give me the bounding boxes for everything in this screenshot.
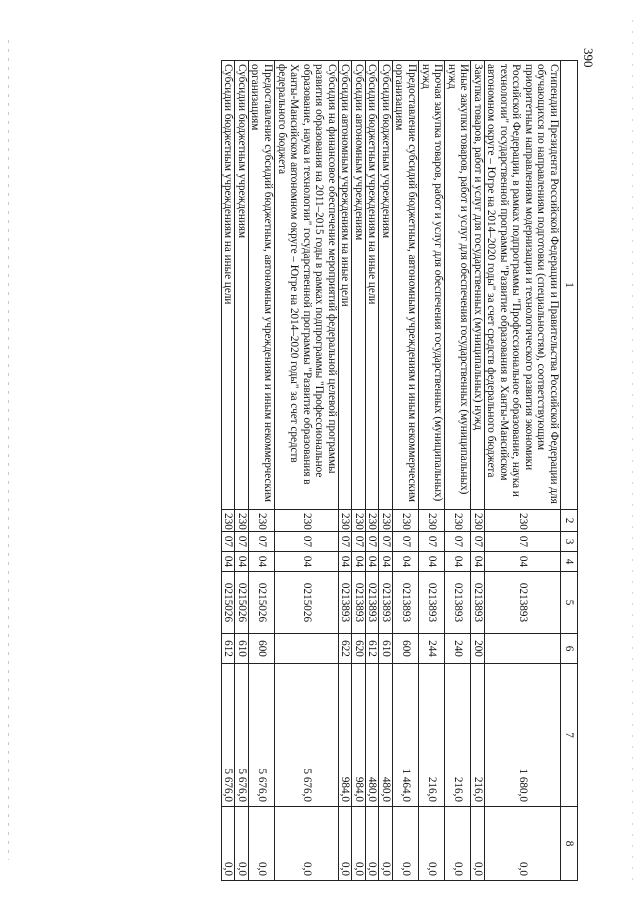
row-cell-6: 612 bbox=[365, 634, 379, 664]
row-cell-2: 230 bbox=[235, 510, 249, 532]
row-cell-6: 610 bbox=[379, 634, 393, 664]
row-cell-4: 04 bbox=[379, 552, 393, 572]
row-cell-4: 04 bbox=[418, 552, 444, 572]
row-description: Стипендии Президента Российской Федерации и Правительства Российской Федерации для обучающихся по направлениям подготовки (специальностям), соответствующим приоритетным направлениям модернизации и технологического развития экономики Российской Федерации, в рамках подпрограммы "Профессиональное образование, наука и технологии" государственной программы "Развитие образования в Ханты-Мансийском автономном округе – Югре на 2014–2020 годы" за счет средств федерального бюджета bbox=[484, 61, 560, 510]
row-cell-8: 0,0 bbox=[274, 807, 338, 881]
row-cell-5: 0213893 bbox=[484, 572, 560, 634]
table-row bbox=[221, 61, 235, 881]
row-cell-2: 230 bbox=[274, 510, 338, 532]
table-row bbox=[365, 61, 379, 881]
header-row bbox=[561, 61, 578, 881]
row-cell-7: 1 464,0 bbox=[392, 664, 418, 807]
row-cell-4: 04 bbox=[392, 552, 418, 572]
row-cell-2: 230 bbox=[471, 510, 485, 532]
row-description: Прочая закупка товаров, работ и услуг для обеспечения государственных (муниципальных) нужд bbox=[418, 61, 444, 510]
row-description: Субсидии автономным учреждениям bbox=[352, 61, 366, 510]
row-cell-2: 230 bbox=[445, 510, 471, 532]
row-cell-7: 216,0 bbox=[445, 664, 471, 807]
row-cell-2: 230 bbox=[365, 510, 379, 532]
table-row bbox=[274, 61, 338, 881]
budget-table bbox=[221, 60, 578, 881]
table-row bbox=[471, 61, 485, 881]
row-cell-7: 5 676,0 bbox=[235, 664, 249, 807]
row-cell-8: 0,0 bbox=[418, 807, 444, 881]
row-cell-8: 0,0 bbox=[445, 807, 471, 881]
row-cell-5: 0213893 bbox=[352, 572, 366, 634]
row-cell-8: 0,0 bbox=[248, 807, 274, 881]
row-cell-3: 07 bbox=[338, 532, 352, 552]
row-cell-4: 04 bbox=[352, 552, 366, 572]
row-cell-7: 984,0 bbox=[338, 664, 352, 807]
header-cell-5: 5 bbox=[561, 572, 578, 634]
scan-edge-right bbox=[632, 20, 633, 880]
header-cell-3: 3 bbox=[561, 532, 578, 552]
row-cell-5: 0215026 bbox=[221, 572, 235, 634]
row-cell-8: 0,0 bbox=[484, 807, 560, 881]
row-cell-2: 230 bbox=[379, 510, 393, 532]
row-cell-5: 0215026 bbox=[248, 572, 274, 634]
row-cell-6 bbox=[484, 634, 560, 664]
table-row bbox=[338, 61, 352, 881]
row-cell-8: 0,0 bbox=[338, 807, 352, 881]
row-cell-6: 622 bbox=[338, 634, 352, 664]
row-cell-7: 480,0 bbox=[365, 664, 379, 807]
row-description: Предоставление субсидий бюджетным, автономным учреждениям и иным некоммерческим организациям bbox=[392, 61, 418, 510]
row-cell-7: 480,0 bbox=[379, 664, 393, 807]
row-cell-3: 07 bbox=[221, 532, 235, 552]
row-cell-5: 0213893 bbox=[418, 572, 444, 634]
row-description: Субсидии бюджетным учреждениям bbox=[235, 61, 249, 510]
row-cell-3: 07 bbox=[365, 532, 379, 552]
row-description: Субсидии бюджетным учреждениям bbox=[379, 61, 393, 510]
row-cell-4: 04 bbox=[484, 552, 560, 572]
row-cell-7: 216,0 bbox=[418, 664, 444, 807]
row-cell-3: 07 bbox=[445, 532, 471, 552]
table-row bbox=[418, 61, 444, 881]
row-cell-5: 0213893 bbox=[365, 572, 379, 634]
table-row bbox=[352, 61, 366, 881]
row-cell-3: 07 bbox=[274, 532, 338, 552]
row-cell-3: 07 bbox=[418, 532, 444, 552]
row-description: Субсидия на финансовое обеспечение мероприятий федеральной целевой программы развития образования на 2011–2015 годы в рамках подпрограммы "Профессиональное образование, наука и технологии" государственной программы "Развитие образования в Ханты-Мансийском автономном округе – Югре на 2014–2020 годы" за счет средств федерального бюджета bbox=[274, 61, 338, 510]
page-number: 390 bbox=[581, 48, 596, 68]
row-description: Субсидии автономным учреждениям на иные цели bbox=[338, 61, 352, 510]
row-description: Субсидии бюджетным учреждениям на иные цели bbox=[365, 61, 379, 510]
row-cell-2: 230 bbox=[352, 510, 366, 532]
row-cell-7: 216,0 bbox=[471, 664, 485, 807]
row-cell-4: 04 bbox=[221, 552, 235, 572]
row-cell-6: 600 bbox=[392, 634, 418, 664]
header-cell-1: 1 bbox=[561, 61, 578, 510]
row-cell-6: 244 bbox=[418, 634, 444, 664]
row-cell-5: 0213893 bbox=[338, 572, 352, 634]
row-cell-6: 240 bbox=[445, 634, 471, 664]
row-cell-7: 5 676,0 bbox=[221, 664, 235, 807]
row-cell-5: 0215026 bbox=[274, 572, 338, 634]
row-cell-8: 0,0 bbox=[365, 807, 379, 881]
row-cell-4: 04 bbox=[338, 552, 352, 572]
row-cell-4: 04 bbox=[471, 552, 485, 572]
row-description: Субсидии бюджетным учреждениям на иные цели bbox=[221, 61, 235, 510]
row-cell-3: 07 bbox=[352, 532, 366, 552]
table-row bbox=[235, 61, 249, 881]
row-cell-3: 07 bbox=[235, 532, 249, 552]
row-cell-5: 0213893 bbox=[392, 572, 418, 634]
row-cell-7: 5 676,0 bbox=[274, 664, 338, 807]
row-cell-2: 230 bbox=[484, 510, 560, 532]
header-cell-7: 7 bbox=[561, 664, 578, 807]
row-cell-4: 04 bbox=[365, 552, 379, 572]
row-cell-2: 230 bbox=[338, 510, 352, 532]
row-cell-4: 04 bbox=[274, 552, 338, 572]
row-cell-5: 0215026 bbox=[235, 572, 249, 634]
row-cell-8: 0,0 bbox=[471, 807, 485, 881]
row-cell-5: 0213893 bbox=[379, 572, 393, 634]
row-cell-6 bbox=[274, 634, 338, 664]
row-cell-8: 0,0 bbox=[392, 807, 418, 881]
row-cell-2: 230 bbox=[392, 510, 418, 532]
row-cell-8: 0,0 bbox=[221, 807, 235, 881]
table-row bbox=[392, 61, 418, 881]
row-cell-6: 600 bbox=[248, 634, 274, 664]
scan-edge-left bbox=[8, 40, 9, 860]
row-cell-8: 0,0 bbox=[379, 807, 393, 881]
row-cell-8: 0,0 bbox=[352, 807, 366, 881]
header-cell-2: 2 bbox=[561, 510, 578, 532]
header-cell-6: 6 bbox=[561, 634, 578, 664]
row-cell-3: 07 bbox=[379, 532, 393, 552]
row-cell-3: 07 bbox=[248, 532, 274, 552]
row-cell-2: 230 bbox=[221, 510, 235, 532]
row-cell-5: 0213893 bbox=[445, 572, 471, 634]
row-cell-6: 200 bbox=[471, 634, 485, 664]
header-cell-4: 4 bbox=[561, 552, 578, 572]
row-cell-4: 04 bbox=[248, 552, 274, 572]
row-cell-6: 610 bbox=[235, 634, 249, 664]
row-cell-6: 620 bbox=[352, 634, 366, 664]
rotated-table-wrapper bbox=[221, 60, 578, 880]
table-row bbox=[445, 61, 471, 881]
row-cell-3: 07 bbox=[471, 532, 485, 552]
table-row bbox=[484, 61, 560, 881]
row-cell-7: 5 676,0 bbox=[248, 664, 274, 807]
row-description: Закупка товаров, работ и услуг для государственных (муниципальных) нужд bbox=[471, 61, 485, 510]
row-cell-7: 984,0 bbox=[352, 664, 366, 807]
row-cell-6: 612 bbox=[221, 634, 235, 664]
row-description: Иные закупки товаров, работ и услуг для обеспечения государственных (муниципальных) нужд bbox=[445, 61, 471, 510]
table-row bbox=[379, 61, 393, 881]
header-cell-8: 8 bbox=[561, 807, 578, 881]
table-row bbox=[248, 61, 274, 881]
row-cell-7: 1 680,0 bbox=[484, 664, 560, 807]
row-cell-2: 230 bbox=[248, 510, 274, 532]
row-cell-4: 04 bbox=[235, 552, 249, 572]
row-description: Предоставление субсидий бюджетным, автономным учреждениям и иным некоммерческим организациям bbox=[248, 61, 274, 510]
row-cell-5: 0213893 bbox=[471, 572, 485, 634]
row-cell-3: 07 bbox=[484, 532, 560, 552]
row-cell-2: 230 bbox=[418, 510, 444, 532]
table-body bbox=[221, 61, 577, 881]
row-cell-3: 07 bbox=[392, 532, 418, 552]
row-cell-8: 0,0 bbox=[235, 807, 249, 881]
row-cell-4: 04 bbox=[445, 552, 471, 572]
